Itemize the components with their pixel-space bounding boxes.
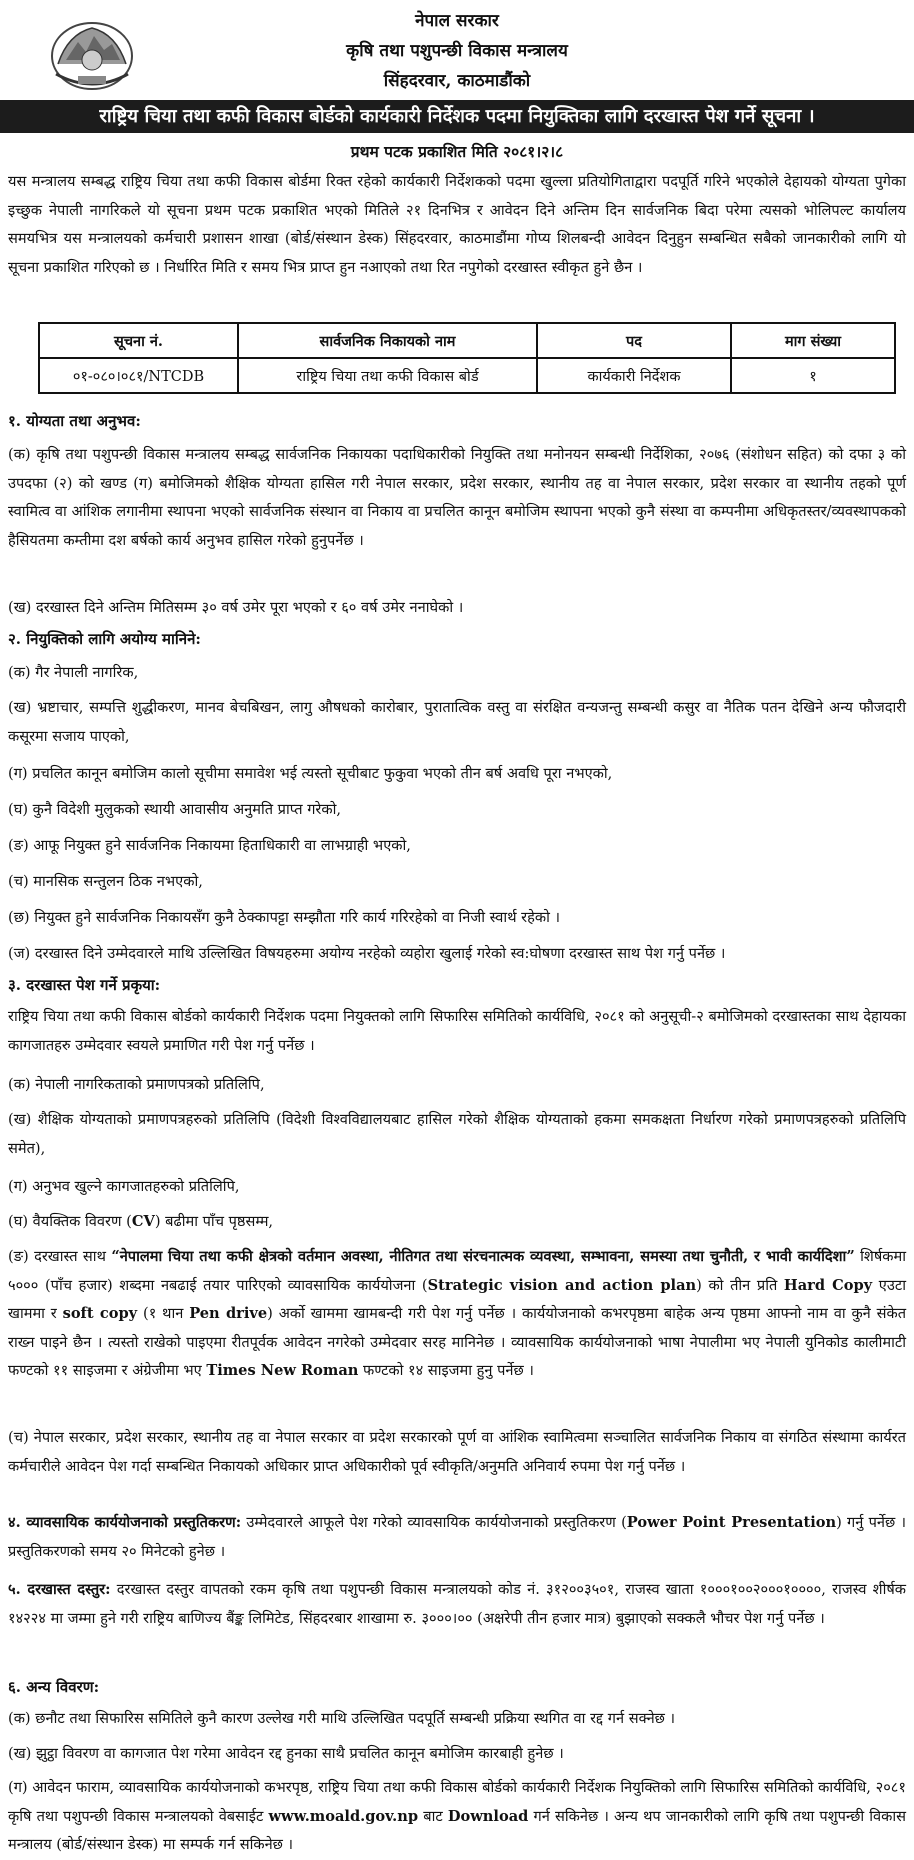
hard-copy-text: Hard Copy	[783, 1276, 873, 1294]
header-government: नेपाल सरकार	[415, 11, 499, 31]
font-name-text: Times New Roman	[206, 1362, 359, 1379]
s2-item-kha: (ख) भ्रष्टाचार, सम्पत्ति शुद्धीकरण, मानव बेचबिखन, लागु औषधको कारोबार, पुरातात्विक वस्तु वा संरक्षित वन्यजन्तु सम्बन्धी कसुर वा नैतिक पतन देखिने अन्य फौजदारी कसूरमा सजाय पाएको,	[8, 699, 906, 745]
intro-paragraph: यस मन्त्रालय सम्बद्ध राष्ट्रिय चिया तथा कफी विकास बोर्डमा रिक्त रहेको कार्यकारी निर्देशकको पदमा खुल्ला प्रतियोगिताद्वारा पदपूर्ति गरिने भएकोले देहायको योग्यता पुगेका इच्छुक नेपाली नागरिकले यो सूचना प्रथम पटक प्रकाशित भएको मितिले २१ दिनभित्र र आवेदन दिने अन्तिम दिन सार्वजनिक बिदा परेमा त्यसको भोलिपल्ट कार्यालय समयभित्र यस मन्त्रालयको कर्मचारी प्रशासन शाखा (बोर्ड/संस्थान डेस्क) सिंहदरवार, काठमाडौंमा गोप्य शिलबन्दी आवेदन दिनुहुन सम्बन्धित सबैको जानकारीको लागि यो सूचना प्रकाशित गरिएको छ । निर्धारित मिति र समय भित्र प्राप्त हुन नआएको तथा रित नपुगेको दरखास्त स्वीकृत हुने छैन ।	[8, 173, 906, 276]
section-4: ४. व्यावसायिक कार्ययोजनाको प्रस्तुतिकरण: उम्मेदवारले आफूले पेश गरेको व्यावसायिक कार्ययोजनाको प्रस्तुतिकरण (Power Point Presentation) गर्नु पर्नेछ । प्रस्तुतिकरणको समय २० मिनेटको हुनेछ ।	[8, 1514, 906, 1560]
s3-item-gha: (घ) वैयक्तिक विवरण (CV) बढीमा पाँच पृष्ठसम्म,	[8, 1213, 274, 1230]
section-1-title: १. योग्यता तथा अनुभव:	[8, 412, 141, 430]
download-text: Download	[447, 1807, 529, 1825]
s2-item-ka: (क) गैर नेपाली नागरिक,	[8, 664, 139, 681]
table-cell: १	[731, 358, 895, 393]
section-2-title: २. नियुक्तिको लागि अयोग्य मानिने:	[8, 630, 201, 648]
vacancy-table	[38, 322, 896, 394]
table-header: माग संख्या	[731, 323, 895, 358]
section-5: ५. दरखास्त दस्तुर: दरखास्त दस्तुर वापतको रकम कृषि तथा पशुपन्छी विकास मन्त्रालयको कोड नं. ३१२००३५०१, राजस्व खाता १०००१००२०००१००००, राजस्व शीर्षक १४२२४ मा जम्मा हुने गरी राष्ट्रिय बाणिज्य बैंङ्क लिमिटेड, सिंहदरबार शाखामा रु. ३०००।०० (अक्षरेपी तीन हजार मात्र) बुझाएको सक्कलै भौचर पेश गर्नु पर्नेछ ।	[8, 1581, 906, 1627]
header-ministry: कृषि तथा पशुपन्छी विकास मन्त्रालय	[346, 41, 568, 61]
s3-item-ka: (क) नेपाली नागरिकताको प्रमाणपत्रको प्रतिलिपि,	[8, 1076, 265, 1093]
section-3-title: ३. दरखास्त पेश गर्ने प्रकृया:	[8, 976, 161, 994]
table-cell: ०१-०८०।०८१/NTCDB	[39, 358, 238, 393]
s6-item-ka: (क) छनौट तथा सिफारिस समितिले कुनै कारण उल्लेख गरी माथि उल्लिखित पदपूर्ति सम्बन्धी प्रक्रिया स्थगित वा रद्द गर्न सक्नेछ ।	[8, 1710, 676, 1727]
soft-copy-text: soft copy	[62, 1305, 138, 1322]
s2-item-nga: (ङ) आफू नियुक्त हुने सार्वजनिक निकायमा हिताधिकारी वा लाभग्राही भएको,	[8, 837, 411, 854]
table-header: सार्वजनिक निकायको नाम	[238, 323, 537, 358]
s2-item-gha: (घ) कुनै विदेशी मुलुकको स्थायी आवासीय अनुमति प्राप्त गरेको,	[8, 801, 342, 818]
section-4-title: ४. व्यावसायिक कार्ययोजनाको प्रस्तुतिकरण:	[8, 1514, 242, 1531]
s1-item-ka: (क) कृषि तथा पशुपन्छी विकास मन्त्रालय सम्बद्ध सार्वजनिक निकायका पदाधिकारीको नियुक्ति तथा मनोनयन सम्बन्धी निर्देशिका, २०७६ (संशोधन सहित) को दफा ३ को उपदफा (२) को खण्ड (ग) बमोजिमको शैक्षिक योग्यता हासिल गरी नेपाल सरकार, प्रदेश सरकार, स्थानीय तह वा नेपाल सरकार, प्रदेश सरकार वा स्थानीय तहको पूर्ण स्वामित्व वा आंशिक लगानीमा स्थापना भएको सार्वजनिक संस्थान वा निकाय वा प्रचलित कानून बमोजिम स्थापना भएको कुनै संस्था वा कम्पनीमा अधिकृतस्तर/व्यवस्थापकको हैसियतमा कम्तीमा दश बर्षको कार्य अनुभव हासिल गरेको हुनुपर्नेछ ।	[8, 446, 906, 549]
s2-item-ja: (ज) दरखास्त दिने उम्मेदवारले माथि उल्लिखित विषयहरुमा अयोग्य नरहेको व्यहोरा खुलाई गरेको स्व:घोषणा दरखास्त साथ पेश गर्नु पर्नेछ ।	[8, 945, 726, 962]
table-cell: राष्ट्रिय चिया तथा कफी विकास बोर्ड	[238, 358, 537, 393]
published-date: प्रथम पटक प्रकाशित मिति २०८१।२।८	[350, 142, 564, 161]
notice-title-banner: राष्ट्रिय चिया तथा कफी विकास बोर्डको कार्यकारी निर्देशक पदमा नियुक्तिका लागि दरखास्त पेश गर्ने सूचना ।	[0, 100, 914, 133]
section-5-title: ५. दरखास्त दस्तुर:	[8, 1581, 111, 1598]
s1-item-kha: (ख) दरखास्त दिने अन्तिम मितिसम्म ३० वर्ष उमेर पूरा भएको र ६० वर्ष उमेर ननाघेको ।	[8, 599, 464, 616]
s3-item-ga: (ग) अनुभव खुल्ने कागजातहरुको प्रतिलिपि,	[8, 1178, 240, 1195]
section-6-title: ६. अन्य विवरण:	[8, 1678, 100, 1696]
s3-item-cha: (च) नेपाल सरकार, प्रदेश सरकार, स्थानीय तह वा नेपाल सरकार वा प्रदेश सरकारको पूर्ण वा आंशिक स्वामित्वमा सञ्चालित सार्वजनिक निकाय वा संगठित संस्थामा कार्यरत कर्मचारीले आवेदन पेश गर्दा सम्बन्धित निकायको अधिकार प्राप्त अधिकारीको पूर्व स्वीकृति/अनुमति अनिवार्य रुपमा पेश गर्नु पर्नेछ ।	[8, 1429, 906, 1475]
s3-intro: राष्ट्रिय चिया तथा कफी विकास बोर्डको कार्यकारी निर्देशक पदमा नियुक्तको लागि सिफारिस समितिको कार्यविधि, २०८१ को अनुसूची-२ बमोजिमको दरखास्तका साथ देहायका कागजातहरु उम्मेदवार स्वयले प्रमाणित गरी पेश गर्नु पर्नेछ ।	[8, 1008, 906, 1054]
table-header-row	[39, 323, 895, 358]
s6-item-kha: (ख) झुट्ठा विवरण वा कागजात पेश गरेमा आवेदन रद्द हुनका साथै प्रचलित कानून बमोजिम कारबाही हुनेछ ।	[8, 1745, 564, 1762]
ppt-text: Power Point Presentation	[626, 1514, 837, 1531]
table-header: सूचना नं.	[39, 323, 238, 358]
plan-topic: “नेपालमा चिया तथा कफी क्षेत्रको वर्तमान अवस्था, नीतिगत तथा संरचनात्मक व्यवस्था, सम्भावना, समस्या तथा चुनौती, र भावी कार्यदिशा”	[111, 1248, 855, 1265]
website-link[interactable]: www.moald.gov.np	[268, 1807, 419, 1825]
pen-drive-text: Pen drive	[189, 1305, 268, 1322]
s2-item-ga: (ग) प्रचलित कानून बमोजिम कालो सूचीमा समावेश भई त्यस्तो सूचीबाट फुकुवा भएको तीन बर्ष अवधि पूरा नभएको,	[8, 765, 613, 782]
table-cell: कार्यकारी निर्देशक	[537, 358, 731, 393]
header-location: सिंहदरवार, काठमाडौंको	[383, 71, 531, 91]
s3-item-kha: (ख) शैक्षिक योग्यताको प्रमाणपत्रहरुको प्रतिलिपि (विदेशी विश्वविद्यालयबाट हासिल गरेको शैक्षिक योग्यताको हकमा समकक्षता निर्धारण गरेको प्रमाणपत्रहरुको प्रतिलिपि समेत),	[8, 1111, 906, 1157]
cv-text: CV	[131, 1213, 155, 1230]
s2-item-cha: (च) मानसिक सन्तुलन ठिक नभएको,	[8, 873, 203, 890]
s6-item-ga: (ग) आवेदन फाराम, व्यावसायिक कार्ययोजनाको कभरपृष्ठ, राष्ट्रिय चिया तथा कफी विकास बोर्डको कार्यकारी निर्देशक नियुक्तिको लागि सिफारिस समितिको कार्यविधि, २०८१ कृषि तथा पशुपन्छी विकास मन्त्रालयको वेबसाईट www.moald.gov.np बाट Download गर्न सकिनेछ । अन्य थप जानकारीको लागि कृषि तथा पशुपन्छी विकास मन्त्रालय (बोर्ड/संस्थान डेस्क) मा सम्पर्क गर्न सकिनेछ ।	[8, 1779, 906, 1853]
table-header: पद	[537, 323, 731, 358]
s3-item-nga: (ङ) दरखास्त साथ “नेपालमा चिया तथा कफी क्षेत्रको वर्तमान अवस्था, नीतिगत तथा संरचनात्मक व्यवस्था, सम्भावना, समस्या तथा चुनौती, र भावी कार्यदिशा” शिर्षकमा ५००० (पाँच हजार) शब्दमा नबढाई तयार पारिएको व्यावसायिक कार्ययोजना (Strategic vision and action plan) को तीन प्रति Hard Copy एउटा खाममा र soft copy (१ थान Pen drive) अर्को खाममा खामबन्दी गरी पेश गर्नु पर्नेछ । कार्ययोजनाको कभरपृष्ठमा बाहेक अन्य पृष्ठमा आफ्नो नाम वा कुनै संकेत राख्न पाइने छैन । त्यस्तो राखेको पाइएमा रीतपूर्वक आवेदन नगरेको उम्मेदवार सरह मानिनेछ । व्यावसायिक कार्ययोजनाको भाषा नेपालीमा भए नेपाली युनिकोड कालीमाटी फण्टको ११ साइजमा र अंग्रेजीमा भए Times New Roman फण्टको १४ साइजमा हुनु पर्नेछ ।	[8, 1248, 907, 1379]
strategic-vision-text: Strategic vision and action plan	[427, 1276, 697, 1294]
table-row	[39, 358, 895, 393]
s2-item-chha: (छ) नियुक्त हुने सार्वजनिक निकायसँग कुनै ठेक्कापट्टा सम्झौता गरि कार्य गरिरहेको वा निजी स्वार्थ रहेको ।	[8, 909, 561, 926]
